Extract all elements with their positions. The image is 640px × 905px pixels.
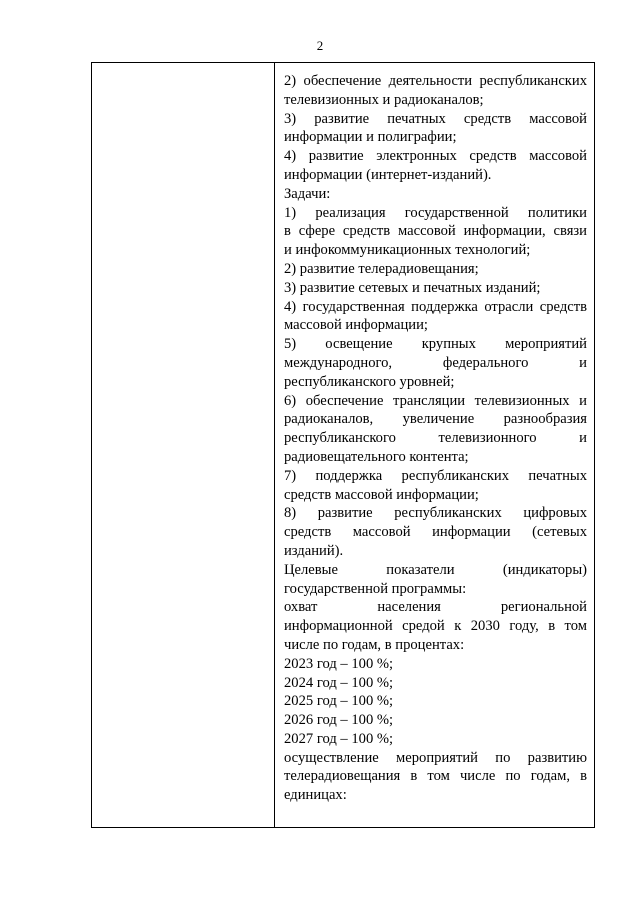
- page-number: 2: [316, 38, 324, 53]
- text-line: 2024 год – 100 %;: [284, 674, 394, 691]
- text-line: республиканского телевизионного и: [284, 430, 587, 447]
- text-line: республиканского уровней;: [284, 373, 455, 390]
- text-line: радиоканалов, увеличение разнообразия: [284, 411, 587, 428]
- text-line: в сфере средств массовой информации, связи: [284, 223, 587, 240]
- text-line: и инфокоммуникационных технологий;: [284, 242, 531, 259]
- text-line: 4) государственная поддержка отрасли средств: [284, 298, 587, 315]
- document-table: [91, 62, 595, 828]
- text-line: 2) обеспечение деятельности республиканских: [284, 73, 587, 89]
- text-line: Целевые показатели (индикаторы): [284, 561, 587, 578]
- text-line: 6) обеспечение трансляции телевизионных и: [284, 392, 587, 409]
- text-line: 5) освещение крупных мероприятий: [284, 336, 587, 353]
- text-line: средств массовой информации;: [284, 486, 479, 503]
- text-line: единицах:: [284, 787, 347, 804]
- text-line: 7) поддержка республиканских печатных: [284, 467, 587, 484]
- text-line: изданий).: [284, 542, 344, 559]
- text-line: 2027 год – 100 %;: [284, 730, 394, 747]
- text-line: информации и полиграфии;: [284, 129, 457, 146]
- text-line: 8) развитие республиканских цифровых: [284, 505, 587, 522]
- text-line: 1) реализация государственной политики: [284, 204, 587, 221]
- text-line: массовой информации;: [284, 317, 428, 334]
- text-line: числе по годам, в процентах:: [284, 636, 465, 653]
- text-line: Задачи:: [284, 185, 331, 202]
- text-line: государственной программы:: [284, 580, 467, 597]
- text-line: международного, федерального и: [284, 354, 587, 371]
- text-line: охват населения региональной: [284, 599, 587, 616]
- text-line: 2023 год – 100 %;: [284, 655, 394, 672]
- table-right-cell: [275, 63, 594, 827]
- text-line: радиовещательного контента;: [284, 448, 469, 465]
- text-line: информационной средой к 2030 году, в том: [284, 618, 587, 635]
- text-line: 4) развитие электронных средств массовой: [284, 148, 587, 165]
- text-line: телерадиовещания в том числе по годам, в: [284, 768, 587, 785]
- text-line: средств массовой информации (сетевых: [284, 524, 587, 541]
- text-line: 3) развитие печатных средств массовой: [284, 110, 587, 127]
- text-line: осуществление мероприятий по развитию: [284, 749, 587, 766]
- table-left-cell: [92, 63, 275, 827]
- text-line: 3) развитие сетевых и печатных изданий;: [284, 279, 541, 296]
- text-line: 2) развитие телерадиовещания;: [284, 260, 479, 277]
- text-line: 2026 год – 100 %;: [284, 712, 394, 729]
- text-line: 2025 год – 100 %;: [284, 693, 394, 710]
- text-line: информации (интернет-изданий).: [284, 166, 492, 183]
- text-line: телевизионных и радиоканалов;: [284, 91, 484, 108]
